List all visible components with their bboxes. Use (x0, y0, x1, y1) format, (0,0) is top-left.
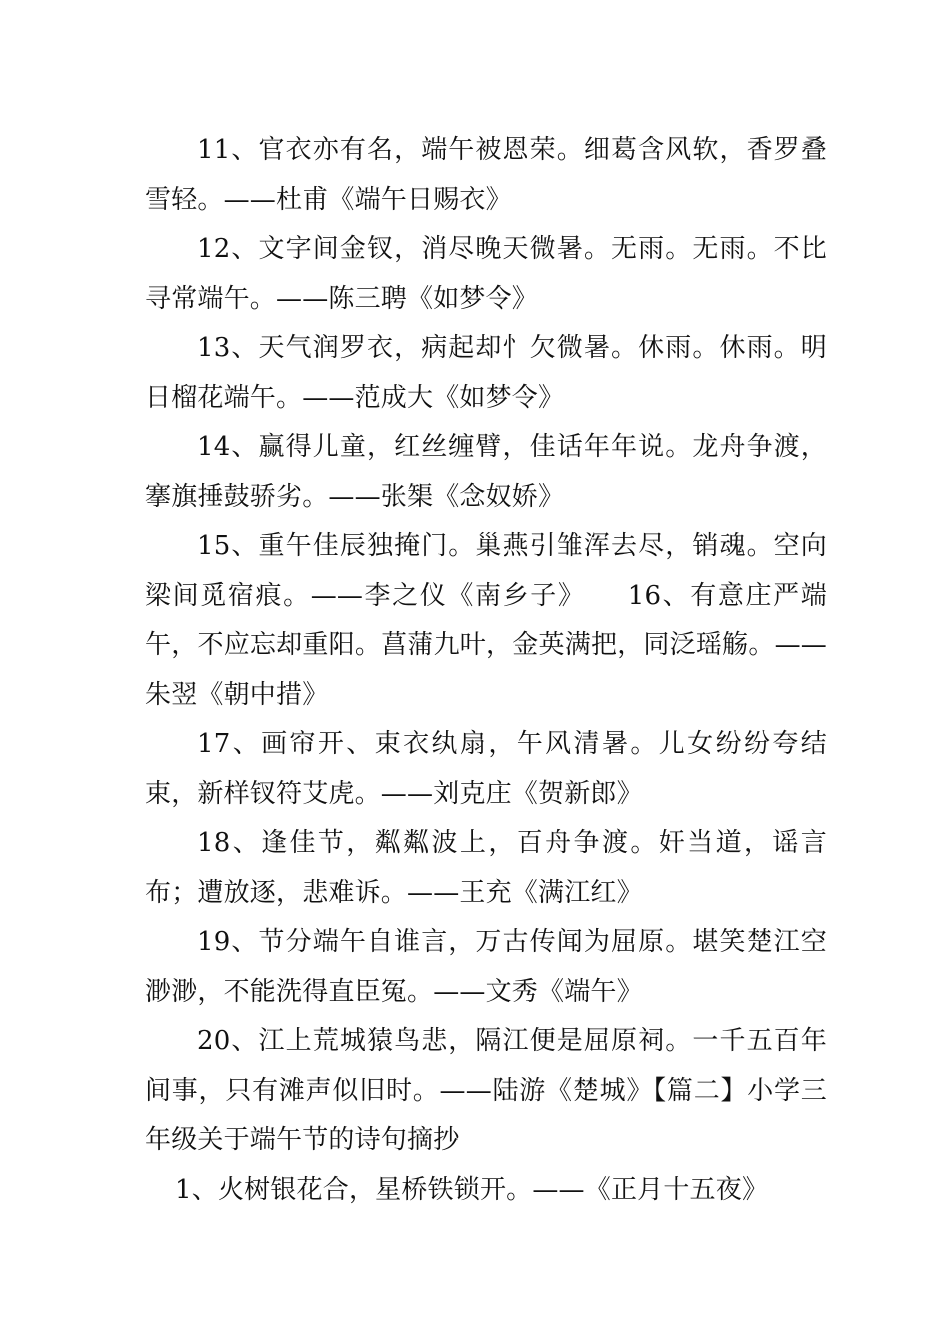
poem-item-1: 1、火树银花合，星桥铁锁开。——《正月十五夜》 (175, 1174, 769, 1205)
poem-item-14: 14、赢得儿童，红丝缠臂，佳话年年说。龙舟争渡，搴旗捶鼓骄劣。——张榘《念奴娇》 (145, 432, 827, 512)
poem-item-17: 17、画帘开、束衣纨扇，午风清暑。儿女纷纷夸结束，新样钗符艾虎。——刘克庄《贺新郎》 (145, 729, 827, 809)
poem-item-20: 20、江上荒城猿鸟悲，隔江便是屈原祠。一千五百年间事，只有滩声似旧时。——陆游《楚城》【篇二】小学三年级关于端午节的诗句摘抄 (145, 1026, 827, 1155)
poem-item-15-16: 15、重午佳辰独掩门。巢燕引雏浑去尽，销魂。空向梁间觅宿痕。——李之仪《南乡子》 16、有意庄严端午，不应忘却重阳。菖蒲九叶，金英满把，同泛瑶觞。——朱翌《朝中措》 (145, 531, 827, 710)
poem-item-12: 12、文字间金钗，消尽晚天微暑。无雨。无雨。不比寻常端午。——陈三聘《如梦令》 (145, 234, 827, 314)
poem-item-13: 13、天气润罗衣，病起却忄欠微暑。休雨。休雨。明日榴花端午。——范成大《如梦令》 (145, 333, 827, 413)
poem-item-18: 18、逢佳节，粼粼波上，百舟争渡。奸当道，谣言布；遭放逐，悲难诉。——王充《满江红》 (145, 828, 827, 908)
poem-item-19: 19、节分端午自谁言，万古传闻为屈原。堪笑楚江空渺渺，不能洗得直臣冤。——文秀《端午》 (145, 927, 827, 1007)
poem-list (145, 126, 827, 1215)
poem-item-11: 11、官衣亦有名，端午被恩荣。细葛含风软，香罗叠雪轻。——杜甫《端午日赐衣》 (145, 135, 827, 215)
